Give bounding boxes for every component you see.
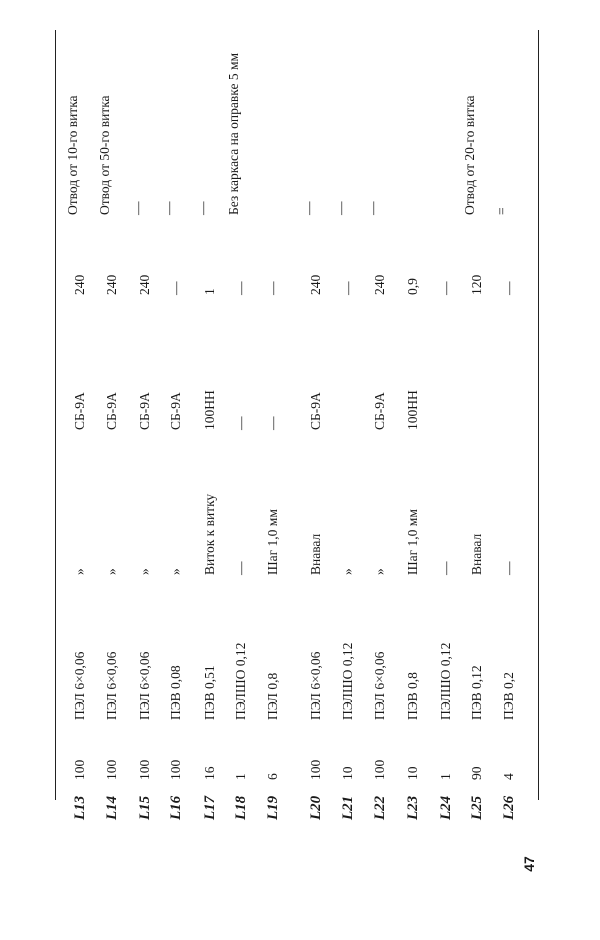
cell-wire: ПЭВ 0,08 [168,665,183,720]
cell-note: Отвод от 10-го витка [65,95,80,215]
cell-mode: Виток к витку [202,493,217,575]
cell-core: СБ-9А [137,392,152,430]
cell-freq: 0,9 [405,278,420,295]
table-row [161,0,191,940]
table-row [365,0,395,940]
cell-wire: ПЭЛ 6×0,06 [72,651,87,720]
cell-turns: 4 [501,773,516,780]
cell-name: L14 [104,795,120,820]
cell-note: — [333,201,348,215]
cell-mode: » [372,568,387,575]
cell-name: L19 [265,795,281,820]
cell-name: L15 [137,795,153,820]
cell-mode: » [72,568,87,575]
cell-wire: ПЭЛШО 0,12 [233,642,248,720]
cell-wire: ПЭЛ 6×0,06 [372,651,387,720]
cell-turns: 16 [202,766,217,780]
cell-freq: 240 [104,274,119,295]
cell-turns: 100 [137,759,152,780]
cell-turns: 1 [438,773,453,780]
cell-name: L17 [202,795,218,820]
cell-wire: ПЭЛШО 0,12 [438,642,453,720]
table-bottom-rule [538,30,539,800]
cell-core: — [265,416,280,430]
cell-core: СБ-9А [72,392,87,430]
cell-note [258,5,288,215]
cell-freq: 120 [469,274,484,295]
cell-name: L24 [438,795,454,820]
cell-name: L21 [340,795,356,820]
cell-name: L20 [308,795,324,820]
cell-note: Отвод от 50-го витка [97,95,112,215]
cell-name: L25 [469,795,485,820]
table-row [301,0,331,940]
cell-freq: 240 [372,274,387,295]
cell-name: L26 [501,795,517,820]
cell-name: L23 [405,795,421,820]
cell-turns: 10 [340,766,355,780]
cell-mode: — [233,561,248,575]
cell-wire: ПЭЛ 6×0,06 [308,651,323,720]
cell-turns: 1 [233,773,248,780]
cell-core: СБ-9А [308,392,323,430]
cell-wire: ПЭЛШО 0,12 [340,642,355,720]
cell-turns: 100 [168,759,183,780]
cell-note: — [161,201,176,215]
table-row [130,0,160,940]
cell-note: — [301,201,316,215]
cell-core: СБ-9А [372,392,387,430]
cell-wire: ПЭВ 0,2 [501,672,516,720]
cell-name: L16 [168,795,184,820]
cell-freq: 240 [137,274,152,295]
cell-mode: — [501,561,516,575]
cell-wire: ПЭВ 0,51 [202,665,217,720]
cell-freq: — [233,281,248,295]
cell-name: L18 [233,795,249,820]
cell-mode: » [168,568,183,575]
cell-turns: 6 [265,773,280,780]
cell-note: — [365,201,380,215]
table-row [195,0,225,940]
table-row [398,0,428,940]
cell-wire: ПЭВ 0,8 [405,672,420,720]
cell-freq: — [168,281,183,295]
cell-mode: Шаг 1,0 мм [265,509,280,575]
cell-core: 100НН [202,390,217,430]
cell-turns: 100 [372,759,387,780]
cell-mode: Внавал [308,533,323,575]
cell-turns: 100 [308,759,323,780]
cell-mode: Шаг 1,0 мм [405,509,420,575]
cell-note [398,5,428,215]
cell-freq: 240 [72,274,87,295]
cell-name: L22 [372,795,388,820]
cell-freq: 1 [202,288,217,295]
table-row [226,0,256,940]
cell-note: — [130,201,145,215]
cell-freq: — [501,281,516,295]
cell-turns: 100 [104,759,119,780]
cell-turns: 10 [405,766,420,780]
cell-note: — [195,201,210,215]
cell-wire: ПЭВ 0,12 [469,665,484,720]
page-number: 47 [520,856,537,872]
table-row [333,0,363,940]
cell-mode: » [104,568,119,575]
cell-core: СБ-9А [168,392,183,430]
table-row [494,0,524,940]
cell-note: Без каркаса на оправке 5 мм [226,52,241,215]
cell-mode: » [137,568,152,575]
cell-core: СБ-9А [104,392,119,430]
cell-freq: 240 [308,274,323,295]
cell-mode: — [438,561,453,575]
table-row [258,0,288,940]
cell-wire: ПЭЛ 6×0,06 [104,651,119,720]
cell-core: — [233,416,248,430]
cell-freq: — [265,281,280,295]
table-top-rule [55,30,56,800]
cell-freq: — [340,281,355,295]
cell-wire: ПЭЛ 6×0,06 [137,651,152,720]
cell-freq: — [438,281,453,295]
cell-mode: » [340,568,355,575]
table-row [65,0,95,940]
table-row [97,0,127,940]
cell-note: = [494,207,509,215]
cell-wire: ПЭЛ 0,8 [265,672,280,720]
table-row [462,0,492,940]
cell-note [431,5,461,215]
cell-turns: 90 [469,766,484,780]
cell-note: Отвод от 20-го витка [462,95,477,215]
cell-name: L13 [72,795,88,820]
table-row [431,0,461,940]
cell-turns: 100 [72,759,87,780]
cell-mode: Внавал [469,533,484,575]
cell-core: 100НН [405,390,420,430]
